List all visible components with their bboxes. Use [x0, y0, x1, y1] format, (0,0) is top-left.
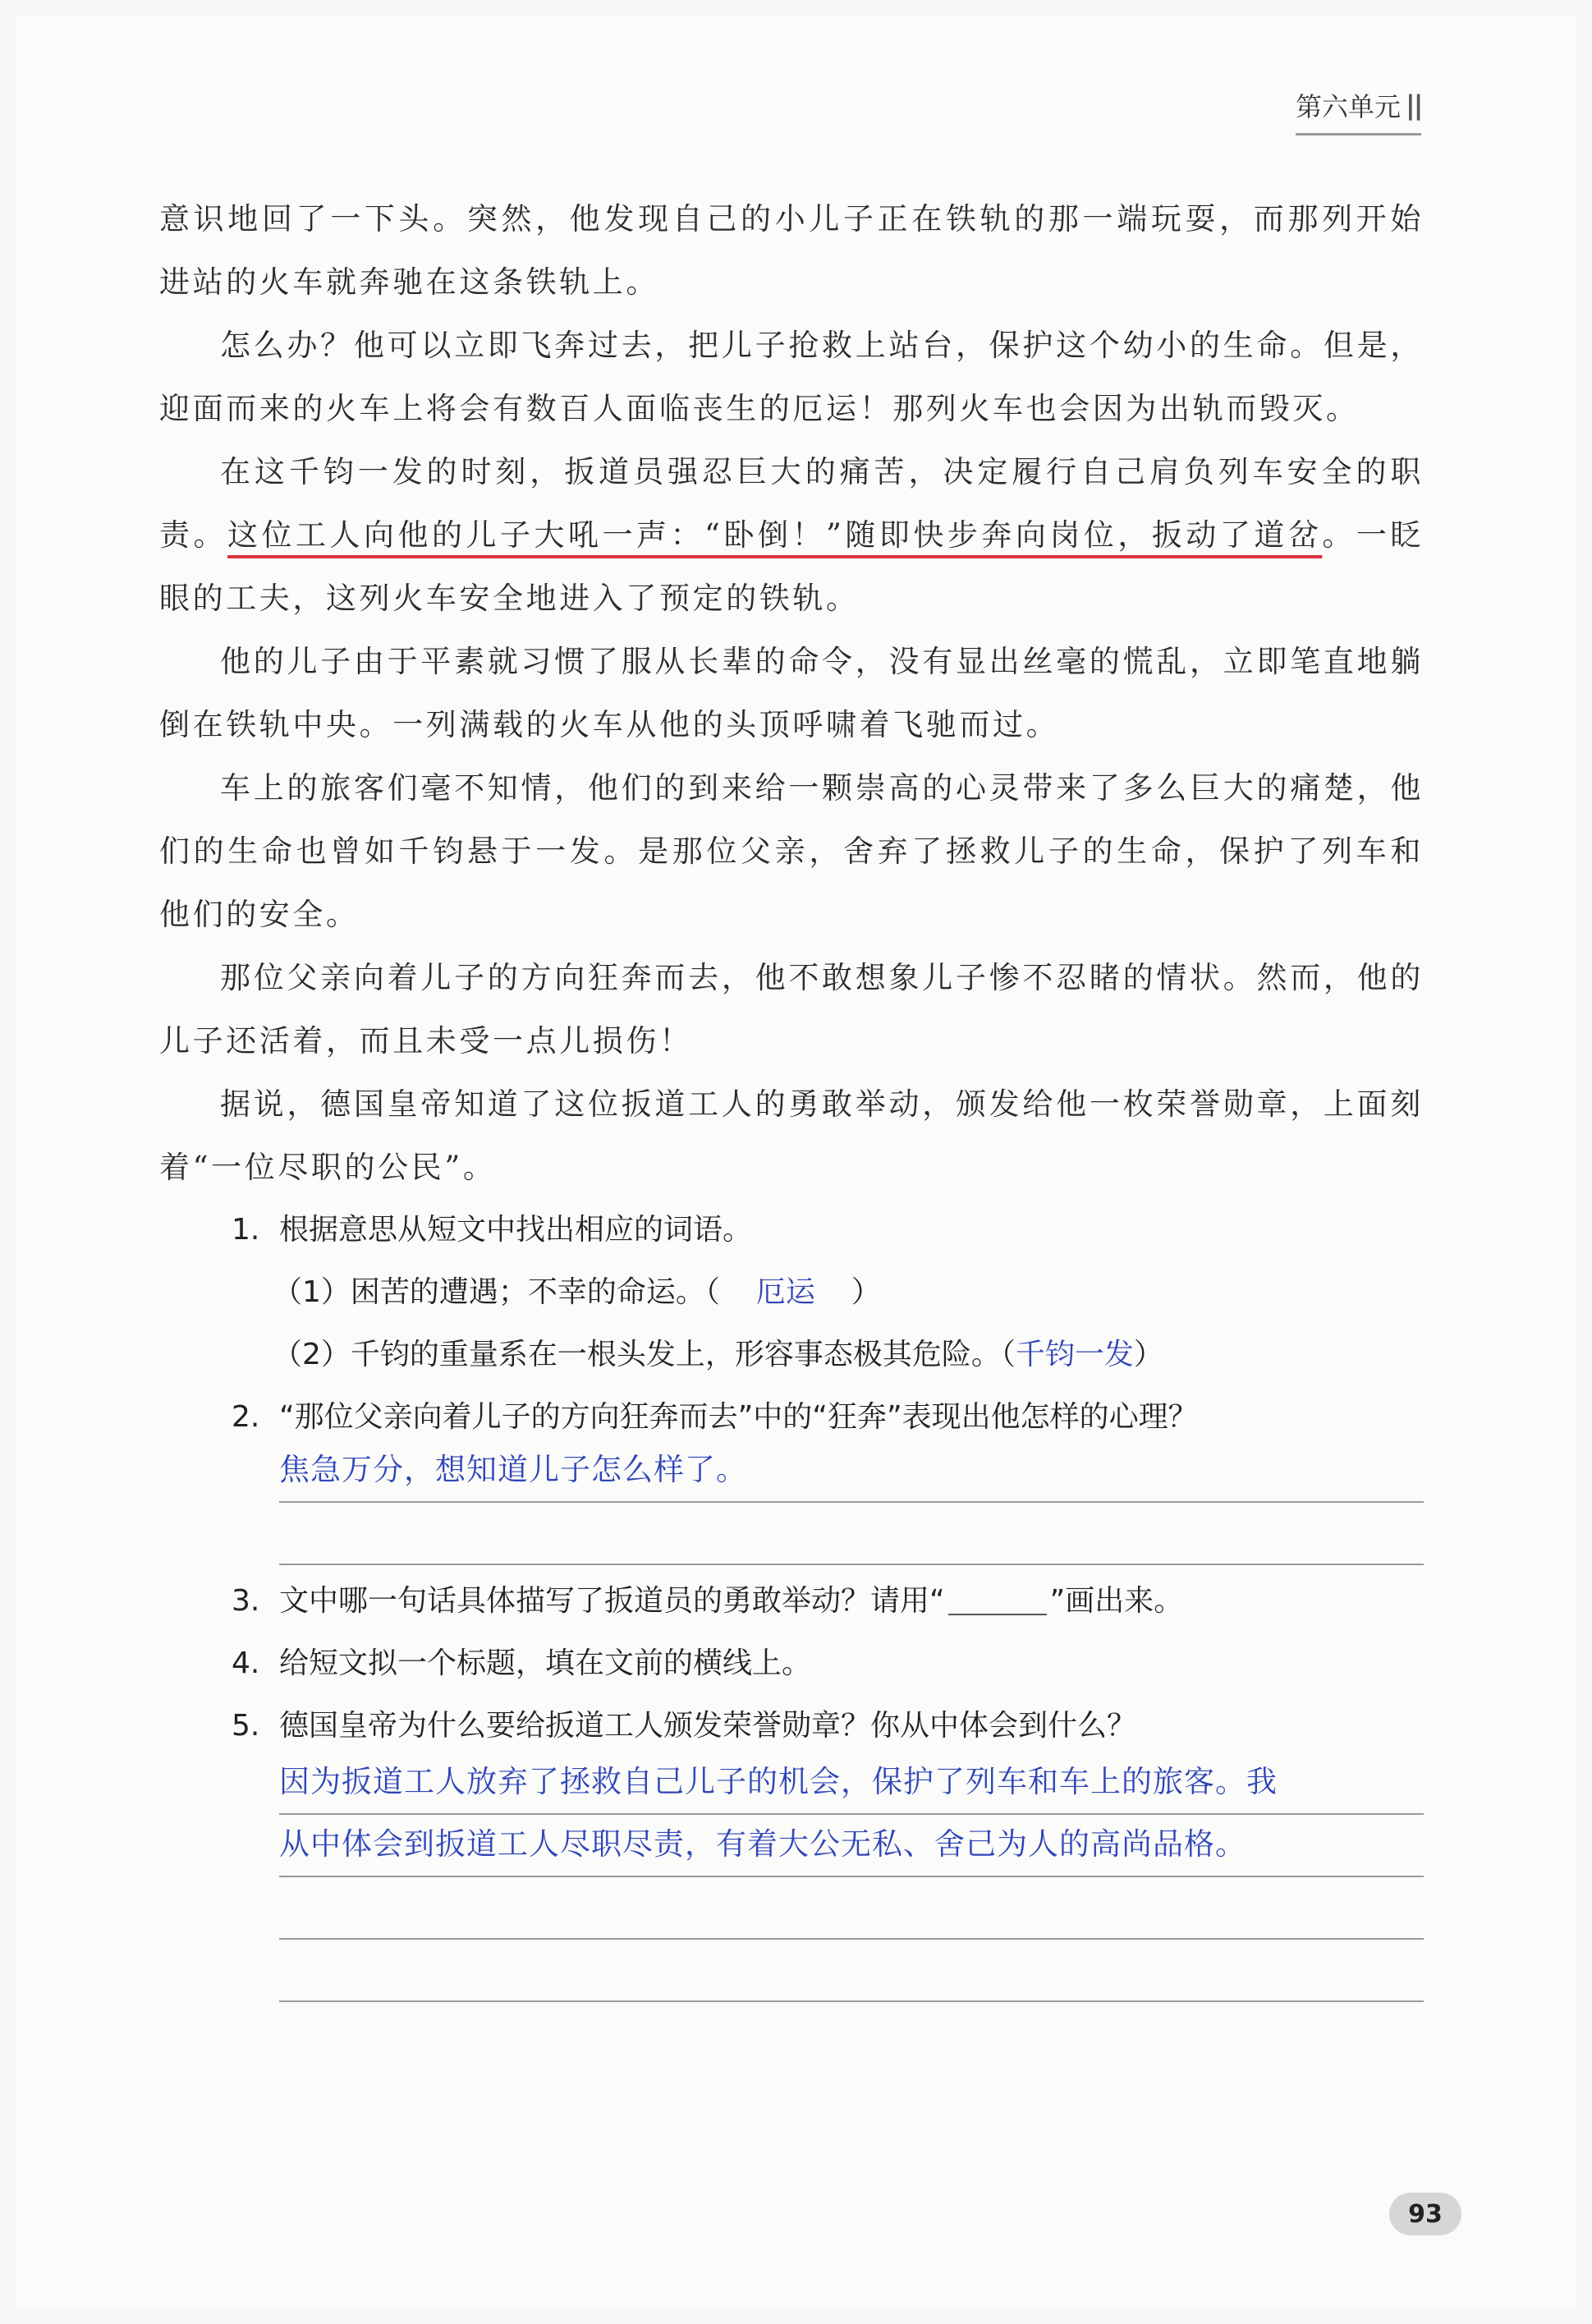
story-paragraph-4: 他的儿子由于平素就习惯了服从长辈的命令，没有显出丝毫的慌乱，立即笔直地躺倒在铁轨中央。一列满载的火车从他的头顶呼啸着飞驰而过。 [159, 644, 1424, 742]
question-text: 德国皇帝为什么要给扳道工人颁发荣誉勋章？你从中体会到什么？ [279, 1709, 1137, 1743]
question-text: 文中哪一句话具体描写了扳道员的勇敢举动？请用“ [279, 1584, 945, 1618]
question-number: 1. [232, 1213, 260, 1247]
answer-line-5a[interactable]: 因为扳道工人放弃了拯救自己儿子的机会，保护了列车和车上的旅客。我 [279, 1752, 1424, 1815]
part-close: ） [851, 1275, 881, 1309]
answer-line-5b[interactable]: 从中体会到扳道工人尽职尽责，有着大公无私、舍己为人的高尚品格。 [279, 1815, 1424, 1877]
question-text: 根据意思从短文中找出相应的词语。 [279, 1213, 753, 1247]
answer-1-2[interactable]: 千钧一发 [1015, 1338, 1134, 1371]
question-3 [232, 1570, 1424, 1633]
story-text [159, 187, 1424, 1199]
question-1-part-1 [232, 1261, 1424, 1324]
story-paragraph-2: 怎么办？他可以立即飞奔过去，把儿子抢救上站台，保护这个幼小的生命。但是，迎面而来的火车上将会有数百人面临丧生的厄运！那列火车也会因为出轨而毁灭。 [159, 328, 1424, 426]
question-2 [232, 1386, 1424, 1449]
part-close: ） [1133, 1338, 1163, 1371]
question-text: “那位父亲向着儿子的方向狂奔而去”中的“狂奔”表现出他怎样的心理？ [279, 1400, 1198, 1434]
answer-1-1[interactable]: 厄运 [755, 1275, 815, 1309]
answer-line-2[interactable]: 焦急万分，想知道儿子怎么样了。 [279, 1440, 1424, 1503]
question-5 [232, 1695, 1424, 1757]
part-prompt: （2）千钧的重量系在一根头发上，形容事态极其危险。（ [273, 1338, 1016, 1371]
question-number: 4. [232, 1647, 260, 1680]
story-paragraph-5: 车上的旅客们毫不知情，他们的到来给一颗崇高的心灵带来了多么巨大的痛楚，他们的生命也曾如千钧悬于一发。是那位父亲，舍弃了拯救儿子的生命，保护了列车和他们的安全。 [159, 770, 1424, 932]
question-number: 5. [232, 1709, 260, 1743]
brave-act-sentence: 这位工人向他的儿子大吼一声：“卧倒！”随即快步奔向岗位，扳动了道岔 [227, 517, 1323, 553]
unit-title: 第六单元 [1296, 91, 1402, 122]
question-number: 2. [232, 1400, 260, 1434]
unit-header [1296, 80, 1421, 135]
page-number: 93 [1389, 2193, 1461, 2235]
question-text: 给短文拟一个标题，填在文前的横线上。 [279, 1647, 812, 1680]
unit-bars: || [1406, 90, 1422, 121]
story-paragraph-6: 那位父亲向着儿子的方向狂奔而去，他不敢想象儿子惨不忍睹的情状。然而，他的儿子还活着，而且未受一点儿损伤！ [159, 960, 1424, 1059]
answer-line-blank[interactable] [279, 1503, 1424, 1565]
underline-blank [948, 1589, 1047, 1615]
question-number: 3. [232, 1584, 260, 1618]
story-paragraph-7: 据说，德国皇帝知道了这位扳道工人的勇敢举动，颁发给他一枚荣誉勋章，上面刻着“一位尽职的公民”。 [159, 1086, 1424, 1185]
question-text-end: ”画出来。 [1049, 1584, 1184, 1618]
part-prompt: （1）困苦的遭遇；不幸的命运。（ [273, 1275, 720, 1309]
p3-after: 。一眨眼的工夫，这列火车安全地进入了预定的铁轨。 [159, 517, 1424, 616]
questions-section [232, 1199, 1424, 2002]
story-paragraph-3 [159, 440, 1424, 630]
answer-line-blank[interactable] [279, 1877, 1424, 1940]
p3-before: 在这千钧一发的时刻，扳道员强忍巨大的痛苦，决定履行自己肩负列车安全的职责。 [159, 454, 1424, 553]
question-1 [232, 1199, 1424, 1261]
story-paragraph-1: 意识地回了一下头。突然，他发现自己的小儿子正在铁轨的那一端玩耍，而那列开始进站的火车就奔驰在这条铁轨上。 [159, 201, 1424, 300]
question-1-part-2 [232, 1324, 1424, 1386]
answer-line-blank[interactable] [279, 1940, 1424, 2002]
question-4 [232, 1633, 1424, 1695]
